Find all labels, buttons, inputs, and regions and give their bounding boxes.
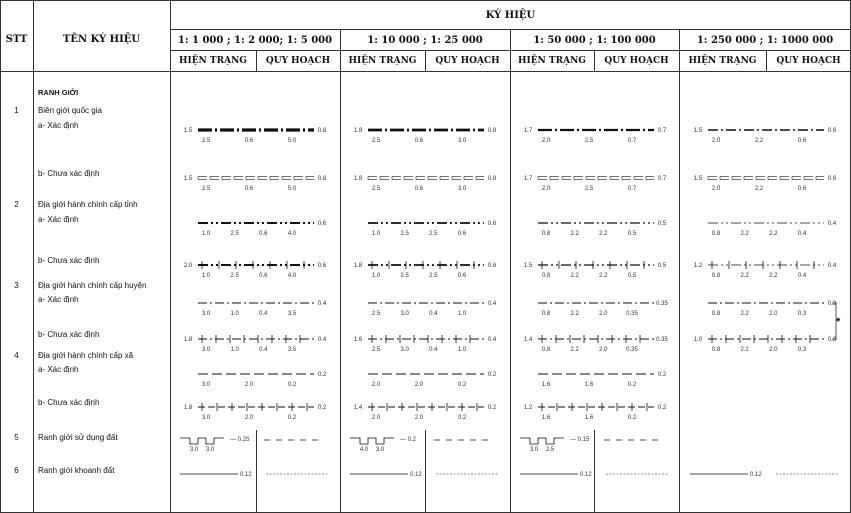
row-stt: 5	[14, 433, 19, 442]
header-scale-2: 1: 10 000 ; 1: 25 000	[367, 35, 483, 46]
symbol-width-label: 1.6	[353, 337, 363, 343]
symbol-dim-label: 0.8	[711, 311, 721, 317]
symbol-width-label: 0.2	[487, 372, 497, 378]
symbol-width-label: 0.4	[827, 221, 837, 227]
header-hien-trang-4: HIỆN TRẠNG	[688, 56, 757, 66]
header-quy-hoach-2: QUY HOẠCH	[435, 56, 500, 66]
row-name: a- Xác định	[38, 295, 79, 304]
symbol-dim-label: 2.0	[541, 138, 551, 144]
symbol-width-label: 0.2	[317, 372, 327, 378]
symbol-dim-label: 0.7	[627, 138, 637, 144]
symbol-dim-label: 2.0	[414, 382, 424, 388]
symbol-dim-label: 2.5	[201, 138, 211, 144]
symbol-dim-label: 0.3	[797, 347, 807, 353]
symbol-width-label: 0.5	[657, 221, 667, 227]
symbol-dim-label: 0.6	[414, 186, 424, 192]
symbol-dim-label: 1.0	[201, 231, 211, 237]
symbol-width-label: 0.12	[750, 472, 762, 478]
symbol-dim-label: 3.0	[201, 347, 211, 353]
row-name: Địa giới hành chính cấp huyện	[38, 281, 147, 290]
symbol-dim-label: 2.0	[711, 138, 721, 144]
symbol-dim-label: 3.0	[205, 447, 215, 453]
symbol-dim-label: 0.4	[259, 311, 268, 317]
symbol-width-label: 0.4	[317, 301, 327, 307]
symbol-width-label: 0.3	[827, 301, 837, 307]
row-name: a- Xác định	[38, 215, 79, 224]
asterisk-mark: *	[836, 316, 841, 328]
symbol-width-label: 0.4	[317, 337, 327, 343]
symbol-width-label: 0.7	[657, 176, 667, 182]
symbol-dim-label: 0.8	[711, 347, 721, 353]
symbol-dim-label: 2.2	[754, 138, 764, 144]
symbol-width-label: 1.8	[353, 176, 363, 182]
header-quy-hoach-4: QUY HOẠCH	[776, 56, 841, 66]
symbol-width-label: 1.2	[523, 405, 533, 411]
symbol-dim-label: 2.5	[201, 186, 211, 192]
symbol-dim-label: 0.6	[244, 186, 254, 192]
symbol-dim-label: 4.0	[359, 447, 369, 453]
symbol-width-label: 0.6	[487, 221, 497, 227]
symbol-width-label: 0.8	[317, 128, 327, 134]
symbol-dim-label: 1.0	[371, 231, 381, 237]
symbol-width-label: 2.0	[183, 263, 193, 269]
symbol-dim-label: 0.2	[457, 382, 467, 388]
row-name: b- Chưa xác định	[38, 256, 100, 265]
symbol-dim-label: 2.0	[769, 347, 778, 353]
symbol-width-label: 0.2	[317, 405, 327, 411]
symbol-dim-label: 2.5	[400, 231, 409, 237]
symbol-dim-label: 0.6	[414, 138, 424, 144]
row-name: Ranh giới sử dụng đất	[38, 433, 118, 442]
symbol-dim-label: 0.6	[457, 273, 467, 279]
symbol-dim-label: 0.4	[797, 273, 807, 279]
land-use-boundary-symbol	[520, 438, 564, 444]
symbol-width-label: 0.12	[580, 472, 592, 478]
symbol-dim-label: 2.2	[769, 273, 778, 279]
symbol-dim-label: 1.0	[457, 347, 467, 353]
symbol-width-label: 0.2	[657, 405, 667, 411]
row-name: b- Chưa xác định	[38, 330, 100, 339]
symbol-dim-label: 2.2	[599, 273, 608, 279]
symbol-width-label: 0.6	[827, 128, 837, 134]
symbol-width-label: 0.5	[657, 263, 667, 269]
symbol-width-label: 1.4	[523, 337, 533, 343]
symbol-dim-label: 0.4	[429, 311, 438, 317]
symbol-width-label: 1.5	[183, 128, 193, 134]
symbol-width-label: 1.5	[693, 176, 703, 182]
symbol-dim-label: 2.5	[371, 311, 381, 317]
header-scale-1: 1: 1 000 ; 1: 2 000; 1: 5 000	[177, 35, 333, 46]
symbol-dim-label: 0.35	[626, 311, 638, 317]
symbol-dim-label: 2.0	[769, 311, 778, 317]
symbol-dim-label: 3.5	[287, 347, 297, 353]
symbol-dim-label: 2.2	[754, 186, 764, 192]
symbol-dim-label: 3.0	[201, 311, 211, 317]
symbol-dim-label: 1.6	[584, 415, 594, 421]
row-stt: 2	[14, 200, 19, 209]
symbol-dim-label: 2.5	[371, 347, 381, 353]
symbol-dim-label: 0.2	[627, 415, 637, 421]
symbol-dim-label: 0.8	[541, 231, 551, 237]
symbol-dim-label: 4.0	[287, 273, 297, 279]
symbol-width-label: 1.8	[183, 405, 193, 411]
section-title: RANH GIỚI	[38, 88, 79, 97]
symbol-dim-label: 1.6	[541, 382, 551, 388]
symbol-dim-label: 1.0	[230, 311, 239, 317]
symbol-width-label: 0.35	[656, 337, 668, 343]
header-stt: STT	[5, 34, 28, 45]
symbol-dim-label: 3.0	[201, 415, 211, 421]
header-hien-trang-2: HIỆN TRẠNG	[348, 56, 417, 66]
symbol-width-label: 1.0	[693, 337, 703, 343]
symbol-dim-label: 2.0	[244, 415, 254, 421]
symbol-dim-label: 0.5	[627, 273, 637, 279]
symbol-width-label: 1.8	[353, 263, 363, 269]
symbol-dim-label: 3.0	[529, 447, 539, 453]
symbol-dim-label: 5.0	[287, 138, 297, 144]
symbol-width-label: 1.7	[523, 128, 533, 134]
symbol-dim-label: 2.0	[244, 382, 254, 388]
symbol-dim-label: 2.5	[400, 273, 409, 279]
symbol-dim-label: 0.8	[711, 231, 721, 237]
symbol-dim-label: 0.7	[627, 186, 637, 192]
symbol-width-label: — 0.15	[570, 437, 590, 443]
symbol-width-label: 1.5	[523, 263, 533, 269]
symbol-dim-label: 1.0	[371, 273, 381, 279]
symbol-width-label: 1.5	[693, 128, 703, 134]
symbol-width-label: 1.5	[183, 176, 193, 182]
symbol-dim-label: 2.5	[584, 186, 594, 192]
symbol-width-label: 0.8	[317, 176, 327, 182]
row-name: b- Chưa xác định	[38, 169, 100, 178]
symbol-dim-label: 3.0	[201, 382, 211, 388]
symbol-dim-label: 0.6	[259, 231, 268, 237]
symbol-dim-label: 2.2	[769, 231, 778, 237]
symbol-dim-label: 2.0	[599, 311, 608, 317]
symbol-dim-label: 0.6	[797, 186, 807, 192]
symbol-width-label: 1.7	[523, 176, 533, 182]
symbol-dim-label: 2.5	[230, 231, 239, 237]
symbol-dim-label: 2.5	[584, 138, 594, 144]
row-name: Địa giới hành chính cấp xã	[38, 351, 134, 360]
symbol-width-label: 0.4	[487, 301, 497, 307]
symbol-dim-label: 2.2	[570, 311, 579, 317]
row-name: b- Chưa xác định	[38, 398, 100, 407]
symbol-dim-label: 2.2	[740, 311, 749, 317]
symbol-dim-label: 3.0	[457, 186, 467, 192]
symbol-dim-label: 0.8	[711, 273, 721, 279]
row-stt: 6	[14, 466, 19, 475]
symbol-dim-label: 2.5	[371, 186, 381, 192]
symbol-width-label: 0.6	[317, 221, 327, 227]
symbol-dim-label: 2.5	[429, 273, 438, 279]
symbol-dim-label: 3.0	[400, 311, 409, 317]
symbol-width-label: 1.8	[353, 128, 363, 134]
land-use-boundary-symbol	[350, 438, 394, 444]
symbol-dim-label: 0.8	[541, 347, 551, 353]
symbol-width-label: 1.8	[183, 337, 193, 343]
symbol-width-label: 0.12	[240, 472, 252, 478]
symbol-dim-label: 0.4	[797, 231, 807, 237]
row-stt: 4	[14, 351, 19, 360]
symbol-dim-label: 0.35	[626, 347, 638, 353]
header-scale-4: 1: 250 000 ; 1: 1000 000	[696, 35, 834, 46]
symbol-dim-label: 2.2	[740, 347, 749, 353]
symbol-dim-label: 0.4	[429, 347, 438, 353]
header-ten-ky-hieu: TÊN KÝ HIỆU	[62, 34, 141, 45]
symbol-width-label: 0.8	[487, 128, 497, 134]
symbol-dim-label: 3.0	[457, 138, 467, 144]
symbol-dim-label: 3.0	[375, 447, 385, 453]
row-name: a- Xác định	[38, 121, 79, 130]
symbol-dim-label: 2.2	[740, 273, 749, 279]
symbol-dim-label: 0.2	[457, 415, 467, 421]
symbol-width-label: 0.12	[410, 472, 422, 478]
row-stt: 1	[14, 106, 19, 115]
symbol-dim-label: 2.5	[545, 447, 555, 453]
symbol-dim-label: 0.6	[457, 231, 467, 237]
symbol-dim-label: 0.3	[797, 311, 807, 317]
row-name: a- Xác định	[38, 365, 79, 374]
row-name: Ranh giới khoanh đất	[38, 466, 115, 475]
row-stt: 3	[14, 281, 19, 290]
symbol-dim-label: 2.0	[711, 186, 721, 192]
symbol-width-label: 0.8	[487, 176, 497, 182]
symbol-dim-label: 0.6	[797, 138, 807, 144]
symbol-dim-label: 3.0	[400, 347, 409, 353]
symbol-dim-label: 2.0	[414, 415, 424, 421]
row-name: Biên giới quốc gia	[38, 106, 102, 115]
row-name: Địa giới hành chính cấp tỉnh	[38, 200, 138, 209]
symbol-dim-label: 1.0	[201, 273, 211, 279]
symbol-dim-label: 2.0	[599, 347, 608, 353]
symbol-dim-label: 1.6	[541, 415, 551, 421]
symbol-width-label: 0.6	[317, 263, 327, 269]
symbol-width-label: 0.2	[487, 405, 497, 411]
symbol-dim-label: 3.5	[287, 311, 297, 317]
symbol-dim-label: 0.8	[541, 273, 551, 279]
symbol-dim-label: 1.6	[584, 382, 594, 388]
symbol-dim-label: 2.2	[570, 347, 579, 353]
symbol-dim-label: 2.0	[371, 415, 381, 421]
symbol-dim-label: 0.2	[627, 382, 637, 388]
symbol-width-label: — 0.25	[230, 437, 250, 443]
symbol-dim-label: 2.5	[429, 231, 438, 237]
symbol-dim-label: 4.0	[287, 231, 297, 237]
header-hien-trang-1: HIỆN TRẠNG	[178, 56, 247, 66]
symbol-width-label: 0.7	[657, 128, 667, 134]
header-hien-trang-3: HIỆN TRẠNG	[517, 56, 586, 66]
header-quy-hoach-1: QUY HOẠCH	[265, 56, 331, 66]
symbol-dim-label: 2.0	[371, 382, 381, 388]
symbol-dim-label: 2.2	[570, 273, 579, 279]
symbol-dim-label: 1.0	[457, 311, 467, 317]
symbol-dim-label: 0.4	[259, 347, 268, 353]
symbol-dim-label: 0.2	[287, 415, 297, 421]
symbol-dim-label: 2.5	[230, 273, 239, 279]
symbol-dim-label: 0.5	[627, 231, 637, 237]
symbol-width-label: 0.4	[827, 263, 837, 269]
symbol-dim-label: 2.2	[599, 231, 608, 237]
symbol-dim-label: 0.2	[287, 382, 297, 388]
symbol-dim-label: 3.0	[189, 447, 199, 453]
symbol-width-label: 0.2	[657, 372, 667, 378]
symbol-dim-label: 1.0	[230, 347, 239, 353]
header-ky-hieu: KÝ HIỆU	[485, 10, 536, 21]
symbol-dim-label: 0.8	[541, 311, 551, 317]
header-quy-hoach-3: QUY HOẠCH	[604, 56, 669, 66]
symbol-width-label: 0.4	[487, 337, 497, 343]
header-scale-3: 1: 50 000 ; 1: 100 000	[533, 35, 656, 46]
symbol-dim-label: 0.6	[244, 138, 254, 144]
symbol-width-label: 0.6	[827, 176, 837, 182]
symbol-width-label: 0.35	[656, 301, 668, 307]
symbol-width-label: 1.4	[353, 405, 363, 411]
symbol-dim-label: 0.6	[259, 273, 268, 279]
symbol-width-label: 0.6	[487, 263, 497, 269]
symbol-dim-label: 2.5	[371, 138, 381, 144]
land-use-boundary-symbol	[180, 438, 224, 444]
symbol-width-label: 1.2	[693, 263, 703, 269]
symbol-dim-label: 2.0	[541, 186, 551, 192]
symbol-dim-label: 2.2	[570, 231, 579, 237]
symbol-dim-label: 5.0	[287, 186, 297, 192]
symbol-width-label: — 0.2	[400, 437, 417, 443]
symbol-dim-label: 2.2	[740, 231, 749, 237]
symbol-width-label: 0.3	[827, 337, 837, 343]
